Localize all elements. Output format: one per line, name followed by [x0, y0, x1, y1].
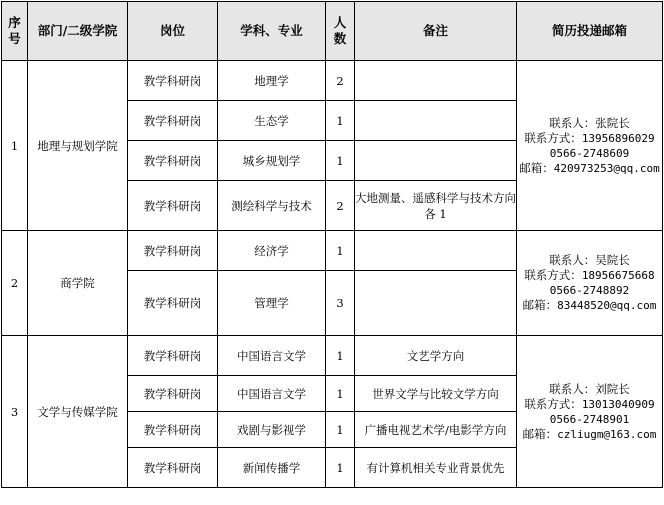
header-count: 人 数: [326, 2, 355, 61]
count-cell: 1: [326, 412, 355, 448]
count-cell: 1: [326, 376, 355, 412]
contact-phone: 联系方式：13956896029: [524, 130, 655, 145]
subject-cell: 城乡规划学: [218, 141, 326, 181]
subject-cell: 地理学: [218, 61, 326, 101]
post-cell: 教学科研岗: [128, 376, 218, 412]
count-cell: 2: [326, 61, 355, 101]
post-cell: 教学科研岗: [128, 448, 218, 488]
subject-cell: 中国语言文学: [218, 336, 326, 376]
contact-tel: 0566-2748892: [549, 284, 630, 297]
note-cell: 有计算机相关专业背景优先: [355, 448, 517, 488]
dept-cell: 文学与传媒学院: [28, 336, 128, 488]
note-cell: [355, 271, 517, 336]
post-cell: 教学科研岗: [128, 181, 218, 231]
note-cell: [355, 101, 517, 141]
seq-cell: 3: [2, 336, 28, 488]
contact-person: 联系人：吴院长: [549, 253, 630, 267]
header-post: 岗位: [128, 2, 218, 61]
count-cell: 3: [326, 271, 355, 336]
header-seq: 序 号: [2, 2, 28, 61]
subject-cell: 新闻传播学: [218, 448, 326, 488]
subject-cell: 中国语言文学: [218, 376, 326, 412]
table-row: [2, 61, 663, 101]
note-cell: [355, 141, 517, 181]
note-cell: 广播电视艺术学/电影学方向: [355, 412, 517, 448]
header-dept: 部门/二级学院: [28, 2, 128, 61]
contact-cell: [517, 336, 663, 488]
post-cell: 教学科研岗: [128, 141, 218, 181]
count-cell: 1: [326, 231, 355, 271]
count-cell: 1: [326, 448, 355, 488]
seq-cell: 2: [2, 231, 28, 336]
post-cell: 教学科研岗: [128, 271, 218, 336]
contact-phone: 联系方式：18956675668: [524, 268, 655, 282]
subject-cell: 戏剧与影视学: [218, 412, 326, 448]
contact-tel: 0566-2748901: [549, 412, 630, 426]
post-cell: 教学科研岗: [128, 231, 218, 271]
note-cell: 文艺学方向: [355, 336, 517, 376]
table-header-row: [2, 2, 663, 61]
count-cell: 1: [326, 101, 355, 141]
post-cell: 教学科研岗: [128, 61, 218, 101]
seq-cell: 1: [2, 61, 28, 231]
dept-cell: 地理与规划学院: [28, 61, 128, 231]
count-cell: 1: [326, 336, 355, 376]
contact-person: 联系人：刘院长: [549, 381, 630, 396]
dept-cell: 商学院: [28, 231, 128, 336]
header-subject: 学科、专业: [218, 2, 326, 61]
subject-cell: 经济学: [218, 231, 326, 271]
contact-phone: 联系方式：13013040909: [524, 396, 655, 411]
contact-cell: [517, 231, 663, 336]
table-row: [2, 231, 663, 271]
header-contact: 简历投递邮箱: [517, 2, 663, 61]
contact-person: 联系人：张院长: [549, 115, 630, 130]
contact-cell: [517, 61, 663, 231]
contact-tel: 0566-2748609: [549, 146, 630, 160]
count-cell: 2: [326, 181, 355, 231]
post-cell: 教学科研岗: [128, 412, 218, 448]
count-cell: 1: [326, 141, 355, 181]
note-cell: 大地测量、遥感科学与技术方向各 1: [355, 181, 517, 231]
post-cell: 教学科研岗: [128, 101, 218, 141]
note-cell: 世界文学与比较文学方向: [355, 376, 517, 412]
subject-cell: 测绘科学与技术: [218, 181, 326, 231]
table-row: [2, 336, 663, 376]
subject-cell: 管理学: [218, 271, 326, 336]
subject-cell: 生态学: [218, 101, 326, 141]
note-cell: [355, 231, 517, 271]
contact-email: 邮箱：420973253@qq.com: [519, 160, 660, 175]
recruitment-table: [1, 1, 663, 488]
note-cell: [355, 61, 517, 101]
header-note: 备注: [355, 2, 517, 61]
contact-email: 邮箱：83448520@qq.com: [522, 298, 657, 312]
contact-email: 邮箱：czliugm@163.com: [522, 426, 657, 441]
post-cell: 教学科研岗: [128, 336, 218, 376]
